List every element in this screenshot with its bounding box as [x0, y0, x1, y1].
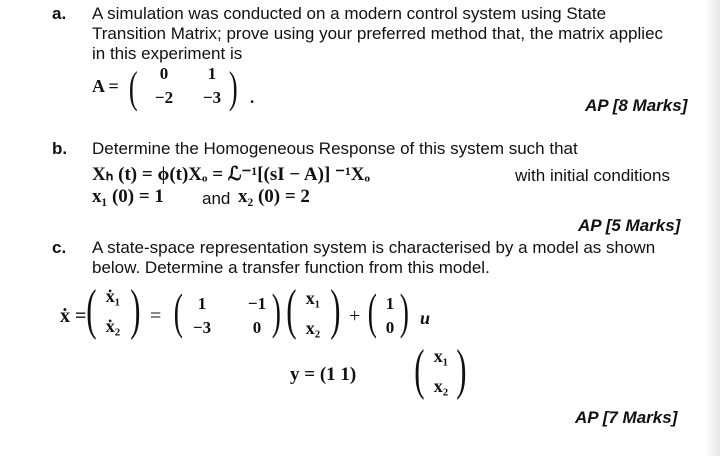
question-c-line1: A state-space representation system is characterised by a model as shown [92, 238, 656, 257]
matrix-a-period: . [250, 88, 255, 107]
page-edge-shadow [706, 0, 720, 456]
xdot-vector-cell: ẋ₁ [105, 286, 121, 306]
x-vector-cell: x₂ [305, 318, 321, 338]
output-x-vector-cell: x₂ [433, 376, 449, 396]
a-matrix-cell: −1 [247, 294, 267, 313]
question-c-line2: below. Determine a transfer function from this model. [92, 258, 490, 277]
state-equation-plus: + [349, 305, 361, 327]
matrix-a-right-paren: ) [228, 63, 238, 112]
matrix-a-cell: 1 [207, 64, 217, 83]
question-b-line1: Determine the Homogeneous Response of this system such that [92, 139, 578, 158]
xdot-vector-right-paren: ) [130, 279, 141, 341]
output-x-vector-left-paren: ( [414, 339, 425, 401]
x-vector-left-paren: ( [286, 279, 297, 341]
question-a-label: a. [52, 4, 67, 23]
x-vector-right-paren: ) [330, 279, 341, 341]
question-a-line3: in this experiment is [92, 44, 243, 63]
question-b-label: b. [52, 139, 68, 158]
question-b-marks: AP [5 Marks] [578, 216, 681, 235]
matrix-a-cell: −2 [154, 88, 174, 107]
question-a-line1: A simulation was conducted on a modern control system using State [92, 4, 607, 23]
question-c-marks: AP [7 Marks] [575, 408, 678, 427]
question-c-label: c. [52, 238, 67, 257]
a-matrix-left-paren: ( [173, 283, 183, 339]
input-u: u [420, 308, 431, 328]
a-matrix-cell: −3 [192, 318, 212, 337]
output-x-vector-right-paren: ) [456, 339, 467, 401]
initial-condition-and: and [202, 189, 231, 208]
homogeneous-response-equation: Xₕ (t) = ϕ(t)Xₒ = ℒ⁻¹[(sI − A)] ⁻¹Xₒ [92, 164, 370, 185]
initial-condition-x2: x₂ (0) = 2 [238, 186, 310, 207]
xdot-vector-left-paren: ( [86, 279, 97, 341]
b-vector-left-paren: ( [367, 283, 377, 339]
question-a-marks: AP [8 Marks] [585, 96, 688, 115]
question-a-line2: Transition Matrix; prove using your preferred method that, the matrix appliec [92, 24, 664, 43]
b-vector-right-paren: ) [399, 283, 409, 339]
b-vector-cell: 1 [385, 294, 395, 313]
b-vector-cell: 0 [385, 318, 395, 337]
output-equation: y = (1 1) [290, 364, 357, 385]
matrix-a-cell: 0 [159, 64, 169, 83]
a-matrix-cell: 1 [197, 294, 207, 313]
matrix-a-left-paren: ( [128, 63, 138, 112]
output-x-vector-cell: x₁ [433, 346, 449, 366]
initial-condition-x1: x₁ (0) = 1 [92, 186, 164, 207]
a-matrix-right-paren: ) [271, 283, 281, 339]
x-vector-cell: x₁ [305, 288, 321, 308]
a-matrix-cell: 0 [252, 318, 262, 337]
xdot-vector-cell: ẋ₂ [105, 316, 121, 336]
matrix-a-cell: −3 [202, 88, 222, 107]
matrix-a-name: A = [92, 76, 119, 96]
state-equation-equals: = [150, 305, 162, 327]
initial-conditions-note: with initial conditions [515, 166, 670, 185]
state-equation-lhs: ẋ = [60, 305, 87, 327]
